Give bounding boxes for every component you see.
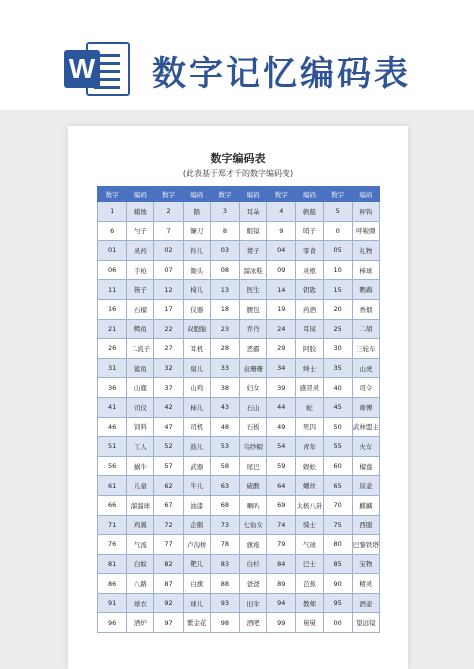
table-row — [98, 417, 380, 437]
number-cell: 26 — [98, 339, 127, 359]
number-cell: 30 — [323, 339, 352, 359]
number-cell: 82 — [154, 554, 183, 574]
number-cell: 16 — [98, 299, 127, 319]
code-cell: 旗袍 — [240, 535, 267, 555]
number-cell: 73 — [210, 515, 239, 535]
table-row — [98, 515, 380, 535]
code-cell: 气流 — [127, 535, 154, 555]
number-cell: 81 — [98, 554, 127, 574]
code-cell: 零食 — [296, 241, 323, 261]
code-cell: 酒吧 — [240, 613, 267, 633]
number-cell: 87 — [154, 574, 183, 594]
code-cell: 筷子 — [127, 280, 154, 300]
number-cell: 57 — [154, 456, 183, 476]
code-table — [97, 186, 380, 633]
code-cell: 恶霸 — [240, 339, 267, 359]
code-cell: 企鹅 — [183, 515, 210, 535]
number-cell: 80 — [323, 535, 352, 555]
number-cell: 93 — [210, 593, 239, 613]
word-badge: W — [64, 50, 100, 88]
code-cell: 榴莲 — [352, 456, 379, 476]
number-cell: 31 — [98, 358, 127, 378]
code-cell: 蜗牛 — [127, 456, 154, 476]
number-cell: 45 — [323, 397, 352, 417]
number-cell: 63 — [210, 476, 239, 496]
code-cell: 巴黎铁塔 — [352, 535, 379, 555]
number-cell: 40 — [323, 378, 352, 398]
code-cell: 紫金花 — [183, 613, 210, 633]
code-cell: 八路 — [127, 574, 154, 594]
code-cell: 硫酸 — [240, 476, 267, 496]
number-cell: 71 — [98, 515, 127, 535]
table-row — [98, 260, 380, 280]
number-cell: 20 — [323, 299, 352, 319]
code-cell: 溜溜球 — [127, 495, 154, 515]
code-cell: 腰包 — [240, 299, 267, 319]
code-cell: 尿壶 — [352, 476, 379, 496]
number-cell: 38 — [210, 378, 239, 398]
number-cell: 33 — [210, 358, 239, 378]
number-cell: 24 — [267, 319, 296, 339]
number-cell: 66 — [98, 495, 127, 515]
code-cell: 帆船 — [296, 202, 323, 222]
code-cell: 西服 — [352, 515, 379, 535]
number-cell: 98 — [210, 613, 239, 633]
code-cell: 仪器 — [183, 299, 210, 319]
code-cell: 鳄鱼 — [127, 319, 154, 339]
table-row — [98, 456, 380, 476]
number-cell: 44 — [267, 397, 296, 417]
number-cell: 08 — [210, 260, 239, 280]
number-cell: 68 — [210, 495, 239, 515]
number-cell: 85 — [323, 554, 352, 574]
number-cell: 41 — [98, 397, 127, 417]
code-cell: 鹦鹉 — [352, 280, 379, 300]
number-cell: 47 — [154, 417, 183, 437]
code-cell: 二流子 — [127, 339, 154, 359]
code-cell: 麒麟 — [352, 495, 379, 515]
number-cell: 65 — [323, 476, 352, 496]
number-cell: 4 — [267, 202, 296, 222]
table-row — [98, 593, 380, 613]
code-cell: 蛇 — [296, 397, 323, 417]
column-header: 数字 — [210, 187, 239, 202]
code-cell: 二胡 — [352, 319, 379, 339]
code-cell: 阿胶 — [296, 339, 323, 359]
code-cell: 香烟 — [352, 299, 379, 319]
code-cell: 感冒灵 — [296, 378, 323, 398]
code-cell: 工人 — [127, 437, 154, 457]
number-cell: 42 — [154, 397, 183, 417]
table-row — [98, 319, 380, 339]
code-cell: 灵药 — [127, 241, 154, 261]
number-cell: 92 — [154, 593, 183, 613]
banner — [0, 0, 474, 110]
column-header: 数字 — [267, 187, 296, 202]
code-cell: 司机 — [183, 417, 210, 437]
table-row — [98, 535, 380, 555]
code-cell: 死囚 — [296, 417, 323, 437]
number-cell: 5 — [323, 202, 352, 222]
table-row — [98, 280, 380, 300]
word-app-icon — [64, 40, 132, 100]
number-cell: 75 — [323, 515, 352, 535]
code-cell: 喇叭 — [240, 495, 267, 515]
number-cell: 6 — [98, 221, 127, 241]
table-row — [98, 358, 380, 378]
code-cell: 石榴 — [127, 299, 154, 319]
code-cell: 钥匙 — [296, 280, 323, 300]
code-cell: 秤钩 — [352, 202, 379, 222]
code-cell: 舅舅 — [296, 613, 323, 633]
code-cell: 骑士 — [296, 515, 323, 535]
code-cell: 乌纱帽 — [240, 437, 267, 457]
code-cell: 山鸡 — [183, 378, 210, 398]
code-cell: 球衣 — [127, 593, 154, 613]
code-cell: 武林盟主 — [352, 417, 379, 437]
number-cell: 72 — [154, 515, 183, 535]
table-header-row — [98, 187, 380, 202]
column-header: 编码 — [352, 187, 379, 202]
number-cell: 13 — [210, 280, 239, 300]
code-cell: 耳机 — [183, 339, 210, 359]
code-cell: 山虎 — [352, 358, 379, 378]
number-cell: 8 — [210, 221, 239, 241]
number-cell: 90 — [323, 574, 352, 594]
number-cell: 62 — [154, 476, 183, 496]
code-cell: 药酒 — [296, 299, 323, 319]
number-cell: 35 — [323, 358, 352, 378]
code-cell: 双胞胎 — [183, 319, 210, 339]
code-cell: 三轮车 — [352, 339, 379, 359]
code-cell: 球儿 — [183, 593, 210, 613]
number-cell: 51 — [98, 437, 127, 457]
number-cell: 60 — [323, 456, 352, 476]
code-cell: 青年 — [296, 437, 323, 457]
sheet-title: 数字编码表 — [210, 152, 266, 165]
code-cell: 旧伞 — [240, 593, 267, 613]
code-cell: 鸡翼 — [127, 515, 154, 535]
code-cell: 椅儿 — [183, 280, 210, 300]
code-cell: 七仙女 — [240, 515, 267, 535]
code-cell: 锄头 — [183, 260, 210, 280]
number-cell: 52 — [154, 437, 183, 457]
table-row — [98, 495, 380, 515]
number-cell: 07 — [154, 260, 183, 280]
code-cell: 气球 — [296, 535, 323, 555]
number-cell: 61 — [98, 476, 127, 496]
document-page — [68, 126, 408, 669]
code-cell: 呼啦圈 — [352, 221, 379, 241]
code-cell: 教师 — [296, 593, 323, 613]
code-cell: 勺子 — [127, 221, 154, 241]
number-cell: 01 — [98, 241, 127, 261]
column-header: 数字 — [154, 187, 183, 202]
code-cell: 芭蕉 — [296, 574, 323, 594]
code-cell: 司令 — [352, 378, 379, 398]
number-cell: 05 — [323, 241, 352, 261]
number-cell: 77 — [154, 535, 183, 555]
number-cell: 06 — [98, 260, 127, 280]
column-header: 数字 — [323, 187, 352, 202]
number-cell: 02 — [154, 241, 183, 261]
number-cell: 43 — [210, 397, 239, 417]
code-cell: 牛儿 — [183, 476, 210, 496]
number-cell: 95 — [323, 593, 352, 613]
table-row — [98, 299, 380, 319]
table-row — [98, 378, 380, 398]
number-cell: 10 — [323, 260, 352, 280]
table-row — [98, 554, 380, 574]
sheet-subtitle: (此表基于郑才千的数字编码变) — [182, 169, 294, 178]
number-cell: 55 — [323, 437, 352, 457]
code-cell: 白旗 — [183, 574, 210, 594]
code-cell: 蜈蚣 — [296, 456, 323, 476]
number-cell: 21 — [98, 319, 127, 339]
number-cell: 46 — [98, 417, 127, 437]
document-title: 数字记忆编码表 — [152, 54, 411, 94]
number-cell: 83 — [210, 554, 239, 574]
code-cell: 精灵 — [352, 574, 379, 594]
table-row — [98, 202, 380, 222]
number-cell: 49 — [267, 417, 296, 437]
number-cell: 34 — [267, 358, 296, 378]
code-cell: 卢沟桥 — [183, 535, 210, 555]
code-cell: 螺丝 — [296, 476, 323, 496]
code-cell: 石山 — [240, 397, 267, 417]
code-cell: 饲料 — [127, 417, 154, 437]
code-cell: 巴士 — [296, 554, 323, 574]
code-cell: 袁珊珊 — [240, 358, 267, 378]
number-cell: 09 — [267, 260, 296, 280]
number-cell: 67 — [154, 495, 183, 515]
code-cell: 酒壶 — [352, 593, 379, 613]
code-cell: 耳朵 — [240, 202, 267, 222]
code-cell: 灵柩 — [296, 260, 323, 280]
number-cell: 36 — [98, 378, 127, 398]
number-cell: 86 — [98, 574, 127, 594]
code-cell: 尾巴 — [240, 456, 267, 476]
number-cell: 53 — [210, 437, 239, 457]
table-row — [98, 574, 380, 594]
code-cell: 鲨鱼 — [127, 358, 154, 378]
number-cell: 50 — [323, 417, 352, 437]
number-cell: 25 — [323, 319, 352, 339]
table-row — [98, 397, 380, 417]
number-cell: 84 — [267, 554, 296, 574]
code-cell: 哨子 — [296, 221, 323, 241]
number-cell: 91 — [98, 593, 127, 613]
table-row — [98, 437, 380, 457]
code-cell: 师傅 — [352, 397, 379, 417]
number-cell: 2 — [154, 202, 183, 222]
number-cell: 9 — [267, 221, 296, 241]
number-cell: 14 — [267, 280, 296, 300]
number-cell: 39 — [267, 378, 296, 398]
code-cell: 儿童 — [127, 476, 154, 496]
column-header: 编码 — [240, 187, 267, 202]
number-cell: 32 — [154, 358, 183, 378]
code-cell: 爸爸 — [240, 574, 267, 594]
number-cell: 00 — [323, 613, 352, 633]
code-cell: 妇女 — [240, 378, 267, 398]
code-cell: 油漆 — [183, 495, 210, 515]
number-cell: 12 — [154, 280, 183, 300]
number-cell: 17 — [154, 299, 183, 319]
table-body — [98, 202, 380, 633]
table-row — [98, 221, 380, 241]
number-cell: 69 — [267, 495, 296, 515]
number-cell: 70 — [323, 495, 352, 515]
code-cell: 望远镜 — [352, 613, 379, 633]
code-cell: 凳子 — [240, 241, 267, 261]
table-row — [98, 241, 380, 261]
code-cell: 司仪 — [127, 397, 154, 417]
number-cell: 7 — [154, 221, 183, 241]
number-cell: 0 — [323, 221, 352, 241]
code-cell: 耳屎 — [296, 319, 323, 339]
code-cell: 酒炉 — [127, 613, 154, 633]
number-cell: 56 — [98, 456, 127, 476]
column-header: 数字 — [98, 187, 127, 202]
code-cell: 宝物 — [352, 554, 379, 574]
number-cell: 74 — [267, 515, 296, 535]
number-cell: 03 — [210, 241, 239, 261]
number-cell: 23 — [210, 319, 239, 339]
number-cell: 48 — [210, 417, 239, 437]
table-row — [98, 476, 380, 496]
number-cell: 18 — [210, 299, 239, 319]
code-cell: 太极八卦 — [296, 495, 323, 515]
code-cell: 白杉 — [240, 554, 267, 574]
code-cell: 武器 — [183, 456, 210, 476]
number-cell: 89 — [267, 574, 296, 594]
table-row — [98, 339, 380, 359]
code-cell: 白蚁 — [127, 554, 154, 574]
number-cell: 3 — [210, 202, 239, 222]
number-cell: 1 — [98, 202, 127, 222]
code-cell: 蜡烛 — [127, 202, 154, 222]
code-cell: 石板 — [240, 417, 267, 437]
code-cell: 靶儿 — [183, 554, 210, 574]
number-cell: 58 — [210, 456, 239, 476]
code-cell: 镰刀 — [183, 221, 210, 241]
column-header: 编码 — [183, 187, 210, 202]
number-cell: 27 — [154, 339, 183, 359]
code-cell: 鹅 — [183, 202, 210, 222]
number-cell: 28 — [210, 339, 239, 359]
code-cell: 乔丹 — [240, 319, 267, 339]
number-cell: 64 — [267, 476, 296, 496]
number-cell: 78 — [210, 535, 239, 555]
code-cell: 医生 — [240, 280, 267, 300]
code-cell: 眼镜 — [240, 221, 267, 241]
code-cell: 鼓儿 — [183, 437, 210, 457]
number-cell: 97 — [154, 613, 183, 633]
code-cell: 山鹿 — [127, 378, 154, 398]
code-cell: 火车 — [352, 437, 379, 457]
code-cell: 礼物 — [352, 241, 379, 261]
code-cell: 手枪 — [127, 260, 154, 280]
code-cell: 棒球 — [352, 260, 379, 280]
number-cell: 79 — [267, 535, 296, 555]
number-cell: 96 — [98, 613, 127, 633]
number-cell: 15 — [323, 280, 352, 300]
column-header: 编码 — [296, 187, 323, 202]
number-cell: 29 — [267, 339, 296, 359]
number-cell: 94 — [267, 593, 296, 613]
number-cell: 76 — [98, 535, 127, 555]
code-cell: 绅士 — [296, 358, 323, 378]
number-cell: 54 — [267, 437, 296, 457]
table-row — [98, 613, 380, 633]
number-cell: 88 — [210, 574, 239, 594]
code-cell: 柿儿 — [183, 397, 210, 417]
column-header: 编码 — [127, 187, 154, 202]
number-cell: 19 — [267, 299, 296, 319]
number-cell: 11 — [98, 280, 127, 300]
number-cell: 37 — [154, 378, 183, 398]
number-cell: 59 — [267, 456, 296, 476]
code-cell: 铃儿 — [183, 241, 210, 261]
number-cell: 22 — [154, 319, 183, 339]
code-cell: 溜冰鞋 — [240, 260, 267, 280]
number-cell: 99 — [267, 613, 296, 633]
code-cell: 扇儿 — [183, 358, 210, 378]
number-cell: 04 — [267, 241, 296, 261]
